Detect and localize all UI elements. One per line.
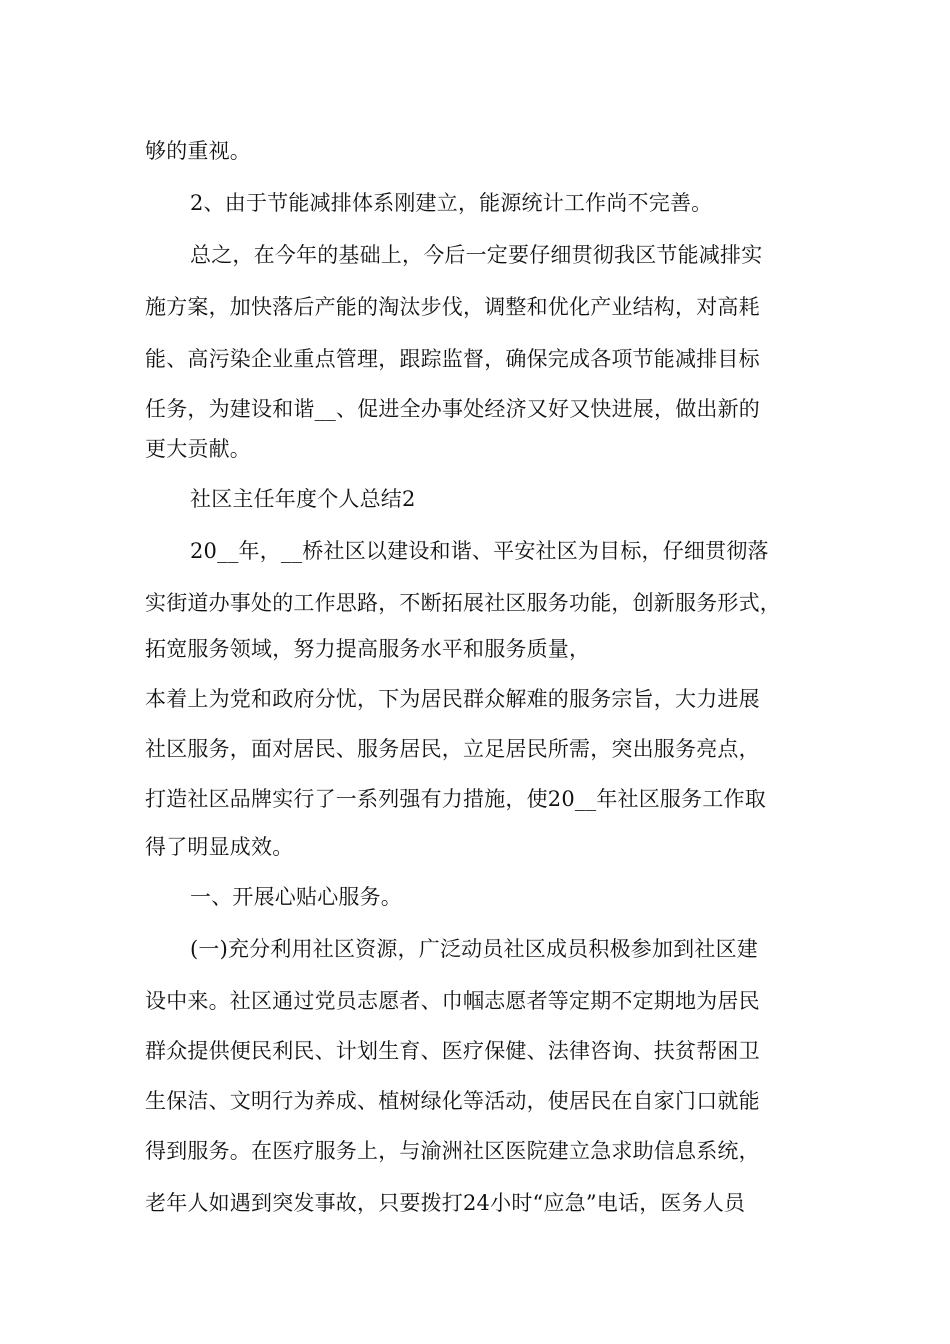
text-line: 社区服务，面对居民、服务居民，立足居民所需，突出服务亮点， bbox=[145, 737, 760, 761]
text-line: 能、高污染企业重点管理，跟踪监督，确保完成各项节能减排目标 bbox=[145, 347, 760, 371]
text-line: 打造社区品牌实行了一系列强有力措施，使20__年社区服务工作取 bbox=[145, 787, 766, 811]
text-line: 20__年，__桥社区以建设和谐、平安社区为目标，仔细贯彻落 bbox=[190, 539, 769, 563]
text-line: (一)充分利用社区资源，广泛动员社区成员积极参加到社区建 bbox=[190, 937, 758, 961]
text-line: 2、由于节能减排体系刚建立，能源统计工作尚不完善。 bbox=[190, 191, 713, 215]
text-line: 得到服务。在医疗服务上，与渝洲社区医院建立急求助信息系统， bbox=[145, 1139, 760, 1163]
section-heading: 社区主任年度个人总结2 bbox=[190, 487, 416, 511]
text-line: 更大贡献。 bbox=[145, 437, 251, 461]
text-line: 够的重视。 bbox=[145, 139, 251, 163]
text-line: 群众提供便民利民、计划生育、医疗保健、法律咨询、扶贫帮困卫 bbox=[145, 1039, 760, 1063]
text-line: 本着上为党和政府分忧，下为居民群众解难的服务宗旨，大力进展 bbox=[145, 687, 760, 711]
text-line: 得了明显成效。 bbox=[145, 835, 294, 859]
text-line: 任务，为建设和谐__、促进全办事处经济又好又快进展，做出新的 bbox=[145, 397, 760, 421]
text-line: 老年人如遇到突发事故，只要拨打24小时“应急”电话，医务人员 bbox=[145, 1191, 746, 1215]
text-line: 实街道办事处的工作思路，不断拓展社区服务功能，创新服务形式， bbox=[145, 591, 781, 615]
text-line: 拓宽服务领域，努力提高服务水平和服务质量， bbox=[145, 637, 591, 661]
text-line: 设中来。社区通过党员志愿者、巾帼志愿者等定期不定期地为居民 bbox=[145, 989, 760, 1013]
text-line: 施方案，加快落后产能的淘汰步伐，调整和优化产业结构，对高耗 bbox=[145, 295, 760, 319]
text-line: 总之，在今年的基础上，今后一定要仔细贯彻我区节能减排实 bbox=[190, 243, 763, 267]
section-heading: 一、开展心贴心服务。 bbox=[190, 885, 402, 909]
text-line: 生保洁、文明行为养成、植树绿化等活动，使居民在自家门口就能 bbox=[145, 1089, 760, 1113]
